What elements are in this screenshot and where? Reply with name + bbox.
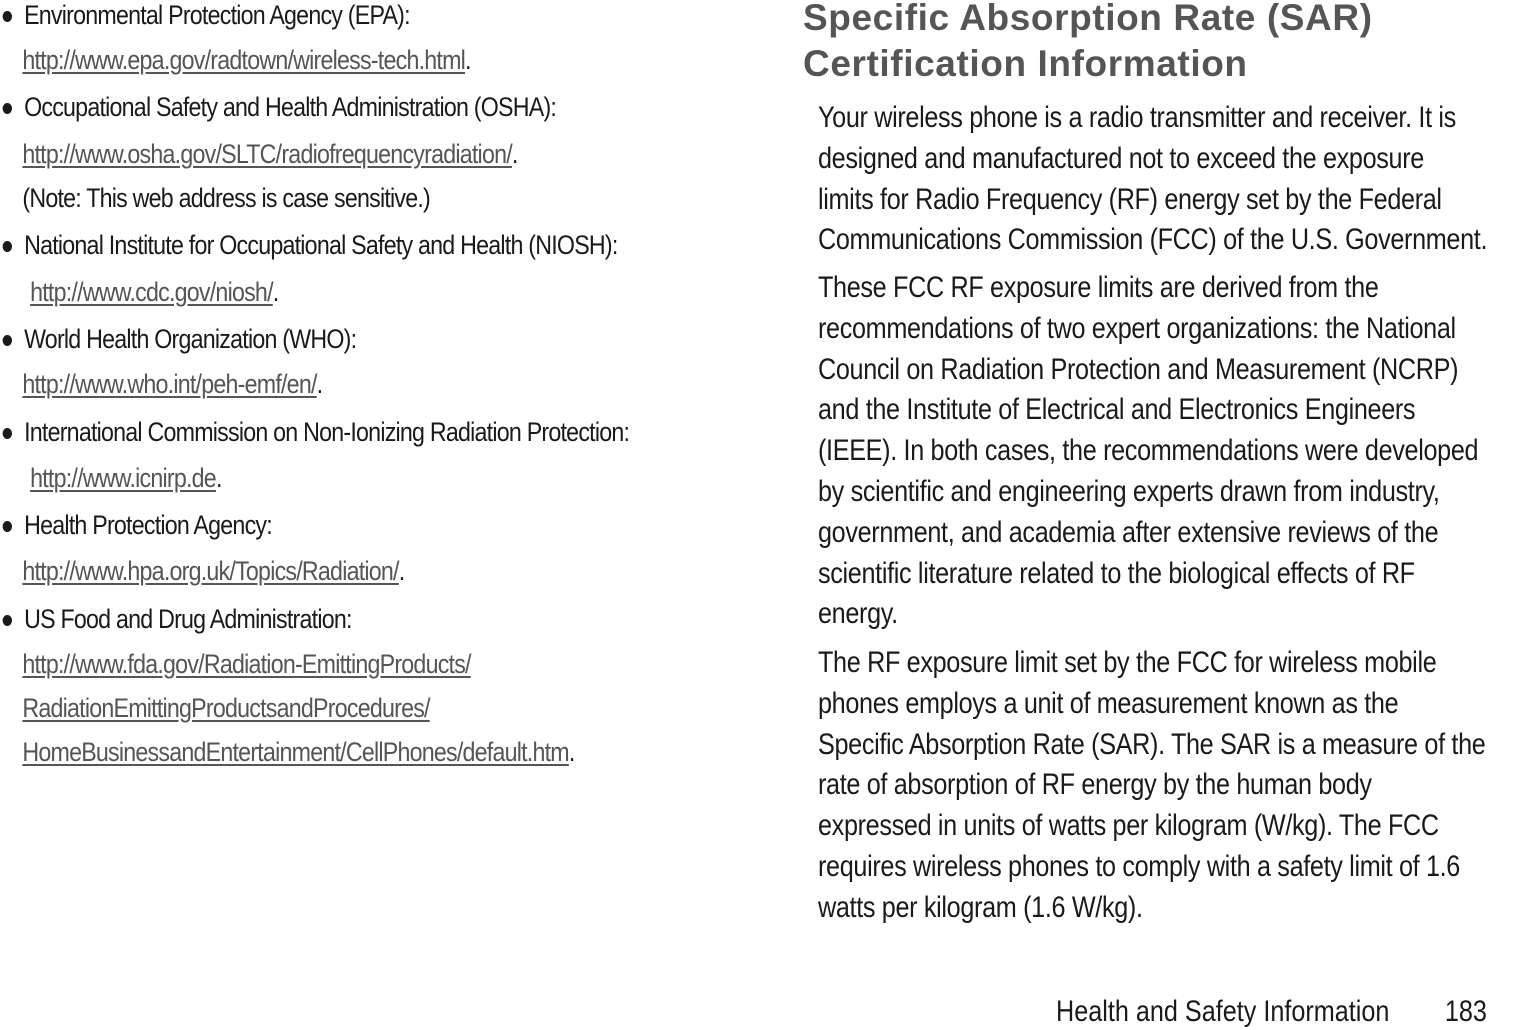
resource-label: International Commission on Non-Ionizing Radiation Protection: <box>24 417 630 447</box>
resource-label: Health Protection Agency: <box>24 510 272 540</box>
icnirp-link[interactable]: http://www.icnirp.de <box>30 463 216 493</box>
resource-link-line: http://www.icnirp.de. <box>30 463 222 493</box>
fda-link-part-3[interactable]: HomeBusinessandEntertainment/CellPhones/default.htm <box>22 737 569 767</box>
page-number: 183 <box>1444 995 1487 1028</box>
resource-link-line: http://www.osha.gov/SLTC/radiofrequencyradiation/. <box>22 139 518 169</box>
section-heading <box>803 0 1373 87</box>
resource-link-line <box>22 649 470 679</box>
paragraph: Your wireless phone is a radio transmitter and receiver. It is designed and manufactured not to exceed the exposure limits for Radio Frequency (RF) energy set by the Federal Communications Commission (FCC) of the U.S. Government. <box>818 101 1488 257</box>
resource-label: World Health Organization (WHO): <box>24 324 357 354</box>
paragraph: The RF exposure limit set by the FCC for wireless mobile phones employs a unit of measurement known as the Specific Absorption Rate (SAR). The SAR is a measure of the rate of absorption of RF energy by the human body expressed in units of watts per kilogram (W/kg). The FCC requires wireless phones to comply with a safety limit of 1.6 watts per kilogram (1.6 W/kg). <box>818 646 1486 924</box>
resource-link-line: http://www.hpa.org.uk/Topics/Radiation/. <box>22 556 405 586</box>
page-footer <box>1056 994 1487 1030</box>
niosh-link[interactable]: http://www.cdc.gov/niosh/ <box>30 277 273 307</box>
heading-line-1: Specific Absorption Rate (SAR) <box>803 0 1373 38</box>
epa-link[interactable]: http://www.epa.gov/radtown/wireless-tech.html <box>22 45 466 75</box>
case-sensitive-note: (Note: This web address is case sensitive.) <box>22 183 431 213</box>
resource-label: US Food and Drug Administration: <box>24 604 352 634</box>
resource-label: Occupational Safety and Health Administration (OSHA): <box>24 92 557 122</box>
who-link[interactable]: http://www.who.int/peh-emf/en/ <box>22 369 317 399</box>
osha-link[interactable]: http://www.osha.gov/SLTC/radiofrequencyradiation/ <box>22 139 512 169</box>
resource-label: National Institute for Occupational Safety and Health (NIOSH): <box>24 230 618 260</box>
heading-line-2: Certification Information <box>803 43 1248 84</box>
resource-link-line: http://www.who.int/peh-emf/en/. <box>22 369 323 399</box>
resource-link-line: http://www.epa.gov/radtown/wireless-tech.html. <box>22 45 471 75</box>
resource-link-line: http://www.cdc.gov/niosh/. <box>30 277 279 307</box>
fda-link-part-1[interactable]: http://www.fda.gov/Radiation-EmittingProducts/ <box>22 649 471 679</box>
fda-link-part-2[interactable]: RadiationEmittingProductsandProcedures/ <box>22 693 430 723</box>
footer-section-title: Health and Safety Information <box>1056 995 1390 1028</box>
resource-label: Environmental Protection Agency (EPA): <box>24 0 410 30</box>
hpa-link[interactable]: http://www.hpa.org.uk/Topics/Radiation/ <box>22 556 399 586</box>
resource-link-line <box>22 693 429 723</box>
resource-link-line: HomeBusinessandEntertainment/CellPhones/default.htm. <box>22 737 575 767</box>
paragraph: These FCC RF exposure limits are derived from the recommendations of two expert organizations: the National Council on Radiation Protection and Measurement (NCRP) and the Institute of Electrical and Electronics Engineers (IEEE). In both cases, the recommendations were developed by scientific and engineering experts drawn from industry, government, and academia after extensive reviews of the scientific literature related to the biological effects of RF energy. <box>818 271 1479 631</box>
